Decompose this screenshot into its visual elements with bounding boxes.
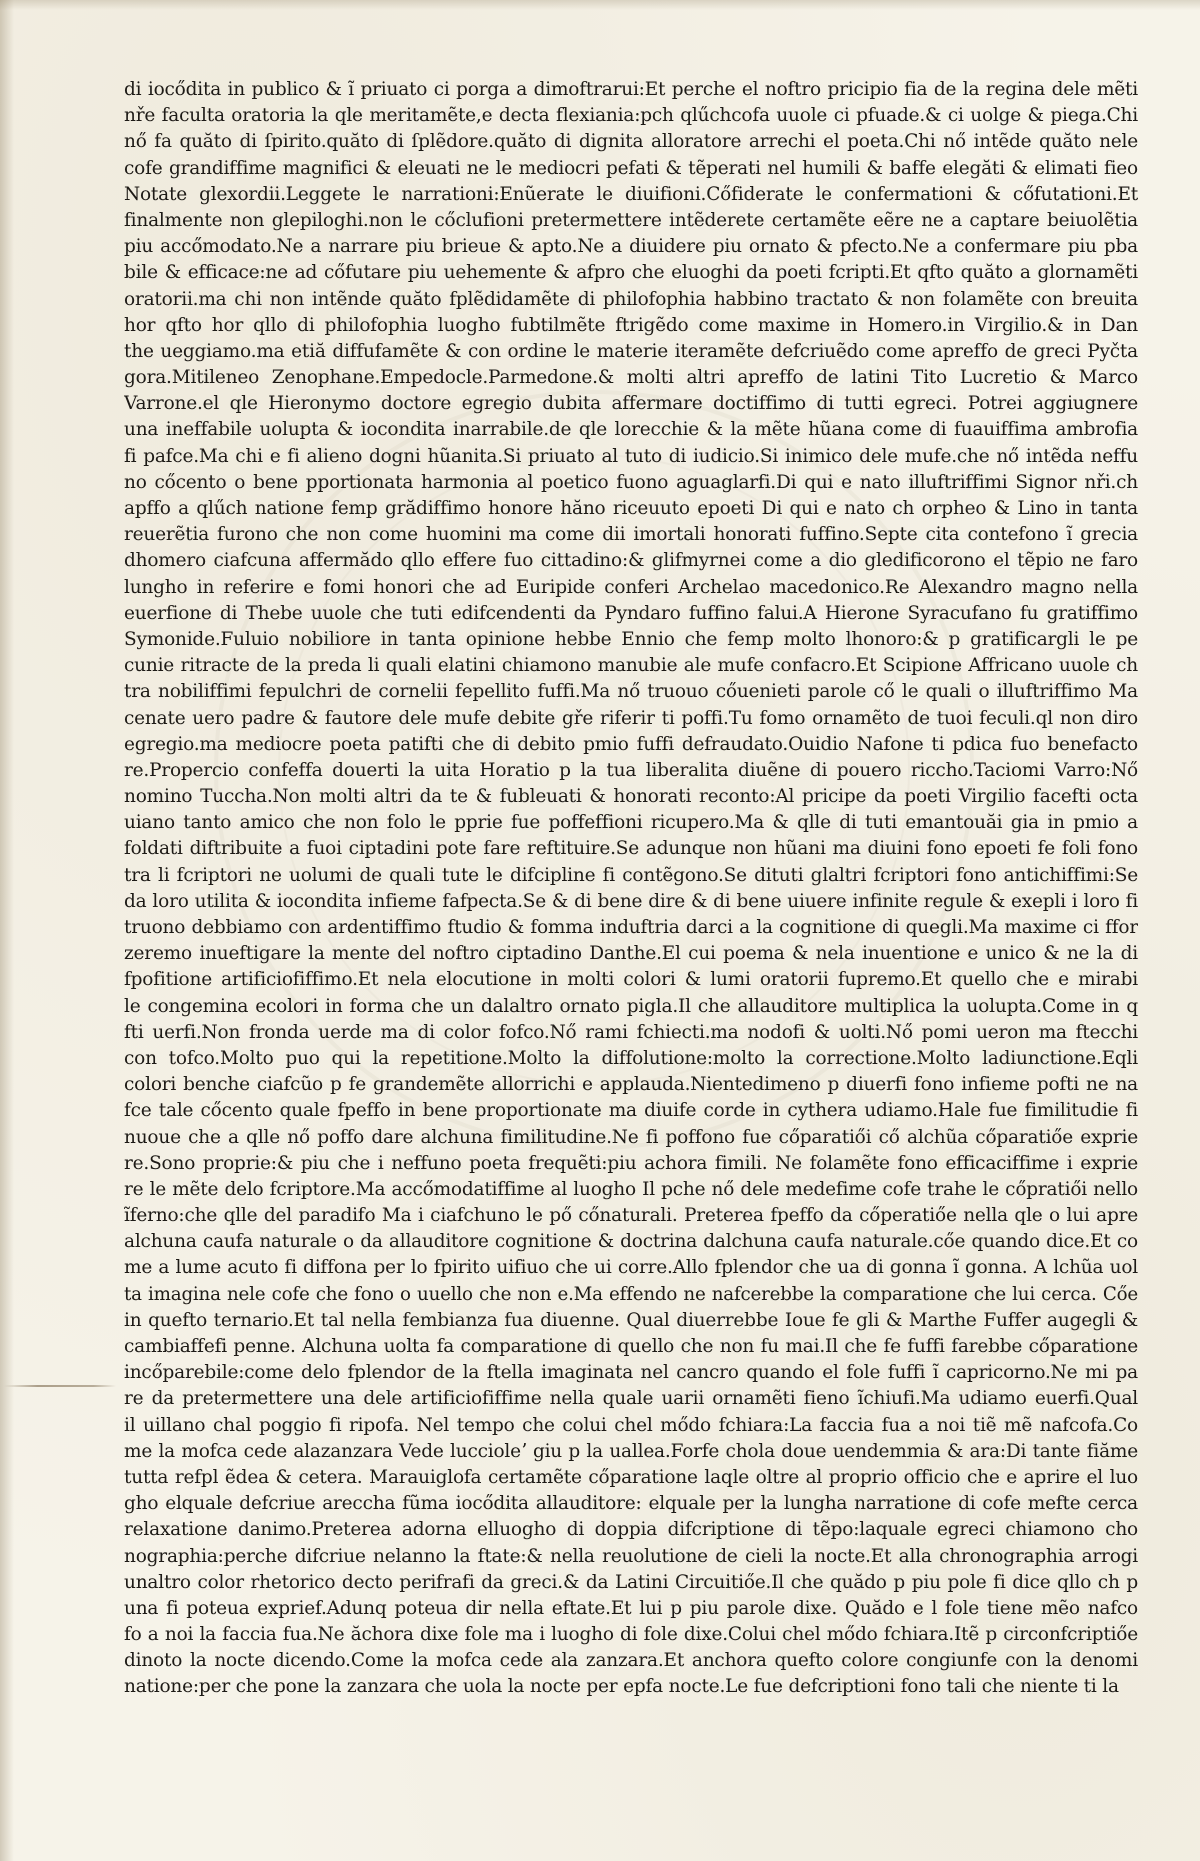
text-line: cenate uero padre & fautore dele mufe debite gře riferir ti poffi.Tu fomo ornamẽto de tuoi feculi.ql non diro [124, 707, 1138, 729]
text-line: Notate glexordii.Leggete le narrationi:Enũerate le diuifioni.Cőfiderate le confermationi & cőfutationi.Et [124, 183, 1138, 205]
text-line: da loro utilita & iocondita infieme fafpecta.Se & di bene dire & di bene uiuere infinite regule & exepli i loro fi [124, 890, 1138, 912]
text-line: incőparebile:come delo fplendor de la ftella imaginata nel cancro quando el fole fuffi ĩ capricorno.Ne mi pa [124, 1362, 1138, 1384]
text-line: the ueggiamo.ma etiă diffufamẽte & con ordine le materie iteramẽte defcriuẽdo come apreffo de greci Pyčta [124, 340, 1138, 362]
page-top-shadow [0, 0, 1200, 10]
text-line: zeremo inueftigare la mente del noftro ciptadino Danthe.El cui poema & nela inuentione e unico & ne la di [124, 943, 1138, 965]
text-line: Symonide.Fuluio nobiliore in tanta opinione hebbe Ennio che femp molto lhonoro:& p gratificargli le pe [124, 628, 1138, 650]
text-line: re da pretermettere una dele artificiofiffime nella quale uarii ornamẽti fieno ĩchiufi.Ma udiamo euerfi.Qual [124, 1388, 1138, 1410]
text-line: nře faculta oratoria la qle meritamẽte,e decta flexiania:pch qlűchcofa uuole ci pfuade.& ci uolge & piega.Chi [124, 105, 1138, 127]
text-line: dhomero ciafcuna affermădo qllo effere fuo cittadino:& glifmyrnei come a dio gledificorono el tẽpio ne faro [124, 550, 1138, 572]
text-line: re.Sono proprie:& piu che i neffuno poeta frequẽti:piu achora fimili. Ne folamẽte fono efficaciffime i exprie [124, 1152, 1138, 1174]
text-line: in quefto ternario.Et tal nella fembianza fua diuenne. Qual diuerrebbe Ioue fe gli & Marthe Fuffer augegli & [124, 1309, 1138, 1331]
text-line: piu accőmodato.Ne a narrare piu brieue & apto.Ne a diuidere piu ornato & pfecto.Ne a confermare piu pba [124, 236, 1138, 258]
text-line: cunie ritracte de la preda li quali elatini chiamono manubie ale mufe confacro.Et Scipione Affricano uuole ch [124, 655, 1138, 677]
text-line: nuoue che a qlle nő poffo dare alchuna fimilitudine.Ne fi poffono fue cőparatiői cő alchũa cőparatiőe exprie [124, 1126, 1138, 1148]
text-line: dinoto la nocte dicendo.Come la mofca cede ala zanzara.Et anchora quefto colore congiunfe con la denomi [124, 1650, 1138, 1672]
text-line: tra li fcriptori ne uolumi de quali tute le difcipline fi contẽgono.Se dituti glaltri fcriptori fono antichiffimi:Se [124, 864, 1138, 886]
margin-ink-mark [4, 1385, 116, 1387]
text-line: reuerẽtia furono che non come huomini ma come dii imortali honorati fuffino.Septe cita contefono ĩ grecia [124, 524, 1138, 546]
text-line: il uillano chal poggio fi ripofa. Nel tempo che colui chel mődo fchiara:La faccia fua a noi tiẽ mẽ nafcofa.Co [124, 1414, 1138, 1436]
text-line: finalmente non glepiloghi.non le cőclufioni pretermettere intẽderete certamẽte eẽre ne a captare beiuolẽtia [124, 209, 1138, 231]
text-line: cofe grandiffime magnifici & eleuati ne le mediocri pefati & tẽperati nel humili & baffe elegăti & elimati fieo [124, 157, 1138, 179]
text-line: apffo a qlűch natione femp grădiffimo honore hăno riceuuto epoeti Di qui e nato ch orpheo & Lino in tanta [124, 498, 1138, 519]
text-line: truono debbiamo con ardentiffimo ftudio & fomma induftria darci a la cognitione di quegli.Ma maxime ci ffor [124, 917, 1138, 938]
text-line: con tofco.Molto puo qui la repetitione.Molto la diffolutione:molto la correctione.Molto ladiunctione.Eqli [124, 1047, 1138, 1069]
text-line: relaxatione danimo.Preterea adorna elluogho di doppia difcriptione di tẽpo:laquale egreci chiamono cho [124, 1519, 1138, 1541]
page-gutter-shadow [0, 0, 14, 1861]
text-line: una ineffabile uolupta & iocondita inarrabile.de qle lorecchie & la mẽte hũana come di fuauiffima ambrofia [124, 419, 1138, 441]
text-line: no cőcento o bene pportionata harmonia al poetico fuono aguaglarfi.Di qui e nato illuftriffimi Signor nři.ch [124, 471, 1138, 493]
text-line: egregio.ma mediocre poeta patifti che di debito pmio fuffi defraudato.Ouidio Nafone ti pdica fuo benefacto [124, 733, 1138, 755]
text-line: fo a noi la faccia fua.Ne ăchora dixe fole ma i luogho di fole dixe.Colui chel mődo fchiara.Itẽ p circonfcriptiőe [124, 1624, 1138, 1646]
text-line: fpofitione artificiofiffimo.Et nela elocutione in molti colori & lumi oratorii fupremo.Et quello che e mirabi [124, 969, 1138, 991]
text-line: euerfione di Thebe uuole che tuti edifcendenti da Pyndaro fuffino falui.A Hierone Syracufano fu gratiffimo [124, 602, 1138, 624]
text-line: ĩferno:che qlle del paradifo Ma i ciafchuno le pő cőnaturali. Preterea fpeffo da cőperatiőe nella qle o lui apre [124, 1205, 1138, 1227]
text-line: uiano tanto amico che non folo le pprie fue poffeffioni ricupero.Ma & qlle di tuti emantouăi gia in pmio a [124, 812, 1138, 834]
text-line: gho elquale defcriue arecchа fũma iocődita allauditore: elquale per la lungha narratione di cofe mefte cerca [124, 1493, 1138, 1515]
text-line: natione:per che pone la zanzara che uola la nocte per epfa nocte.Le fue defcriptioni fono tali che niente ti la [124, 1676, 1119, 1698]
incunable-text-block [124, 77, 1138, 1701]
text-line: re.Propercio confeffa douerti la uita Horatio p la tua liberalita diuẽne di pouero riccho.Taciomi Varro:Nő [124, 759, 1138, 781]
text-line: fti uerfi.Non fronda uerde ma di color fofco.Nő rami fchiecti.ma nodofi & uolti.Nő pomi ueron ma ftecchi [124, 1021, 1138, 1043]
text-line: re le mẽte delo fcriptore.Ma accőmodatiffime al luogho Il pche nő dele medefime cofe trahe le cőpratiői nello [124, 1178, 1138, 1200]
text-line: nographia:perche difcriue nelanno la ftate:& nella reuolutione de cieli la nocte.Et alla chronographia arrogi [124, 1545, 1138, 1567]
text-line: fce tale cőcento quale fpeffo in bene proportionate ma diuife corde in cythera udiamo.Hale fue fimilitudie fi [124, 1100, 1138, 1122]
text-line: nő fa quăto di ſpirito.quăto di ſplẽdore.quăto di dignita alloratore arrechi el poeta.Chi nő intẽde quăto nele [124, 131, 1138, 153]
text-line: fi pafce.Ma chi e fi alieno dogni hũanita.Si priuato al tuto di iudicio.Si inimico dele mufe.che nő intẽda neffu [124, 445, 1138, 467]
text-line: me a lume acuto fi diffona per lo fpirito uifiuo che ui corre.Allo fplendor che ua di gonna ĩ gonna. A lchũa uol [124, 1257, 1138, 1279]
text-line: alchuna caufa naturale o da allauditore cognitione & doctrina dalchuna caufa naturale.cőe quando dice.Et co [124, 1231, 1138, 1253]
text-line: le congemina ecolori in forma che un dalaltro ornato pigla.Il che allauditore multiplica la uolupta.Come in q [124, 995, 1138, 1017]
text-line: tra nobiliffimi fepulchri de cornelii fepellito fuffi.Ma nő truouo cőuenieti parole cő le quali o illuftriffimo Ma [124, 681, 1138, 703]
text-line: oratorii.ma chi non intẽnde quăto fplẽdidamẽte di philofophia habbino tractato & non folamẽte con breuita [124, 288, 1138, 310]
text-line: unaltro color rhetorico decto perifrafi da greci.& da Latini Circuitiőe.Il che quădo p piu pole fi dice qllo ch p [124, 1571, 1138, 1593]
text-line: di iocődita in publico & ĩ priuato ci porga a dimoftrarui:Et perche el noftro pricipio fia de la regina dele mẽti [124, 79, 1138, 100]
text-line: colori benche ciafcũo p fe grandemẽte allorrichi e applauda.Nientedimeno p diuerfi fono infieme pofti ne na [124, 1074, 1138, 1096]
text-line: una fi poteua exprief.Adunq poteua dir nella eftate.Et lui p piu parole dixe. Quădo e l fole tiene mẽo nafco [124, 1597, 1138, 1619]
text-line: lungho in referire e fomi honori che ad Euripide conferi Archelao macedonico.Re Alexandro magno nella [124, 576, 1138, 598]
text-line: foldati diftribuite a fuoi ciptadini pote fare reftituire.Se adunque non hũani ma diuini fono epoeti fe foli fono [124, 838, 1138, 860]
text-line: tutta refpl ẽdea & cetera. Marauiglofa certamẽte cőparatione laqle oltre al proprio officio che e aprire el luo [124, 1466, 1138, 1488]
text-line: hor qfto hor qllo di philofophia luogho fubtilmẽte ftrigẽdo come maxime in Homero.in Virgilio.& in Dan [124, 314, 1138, 336]
text-line: cambiaffefi penne. Alchuna uolta fa comparatione di quello che non fu mai.Il che fe fuffi farebbe cőparatione [124, 1336, 1138, 1357]
text-line: Varrone.el qle Hieronymo doctore egregio dubita affermare doctiffimo di tutti egreci. Potrei aggiugnere [124, 393, 1138, 415]
text-line: nomino Tuccha.Non molti altri da te & fubleuati & honorati reconto:Al pricipe da poeti Virgilio facefti octa [124, 786, 1138, 808]
text-line: me la mofca cede alazanzara Vede luccioleʼ giu p la uallea.Forfe chola doue uendemmia & ara:Di tante fiăme [124, 1440, 1138, 1462]
text-line: bile & efficace:ne ad cőfutare piu uehemente & afpro che eluoghi da poeti fcripti.Et qfto quăto a glornamẽti [124, 262, 1138, 284]
text-line: ta imagina nele cofe che fono o uuello che non e.Ma effendo ne nafcerebbe la comparatione che lui cerca. Cőe [124, 1283, 1138, 1305]
text-line: gora.Mitileneo Zenophane.Empedocle.Parmedone.& molti altri apreffo de latini Tito Lucretio & Marco [124, 367, 1138, 389]
